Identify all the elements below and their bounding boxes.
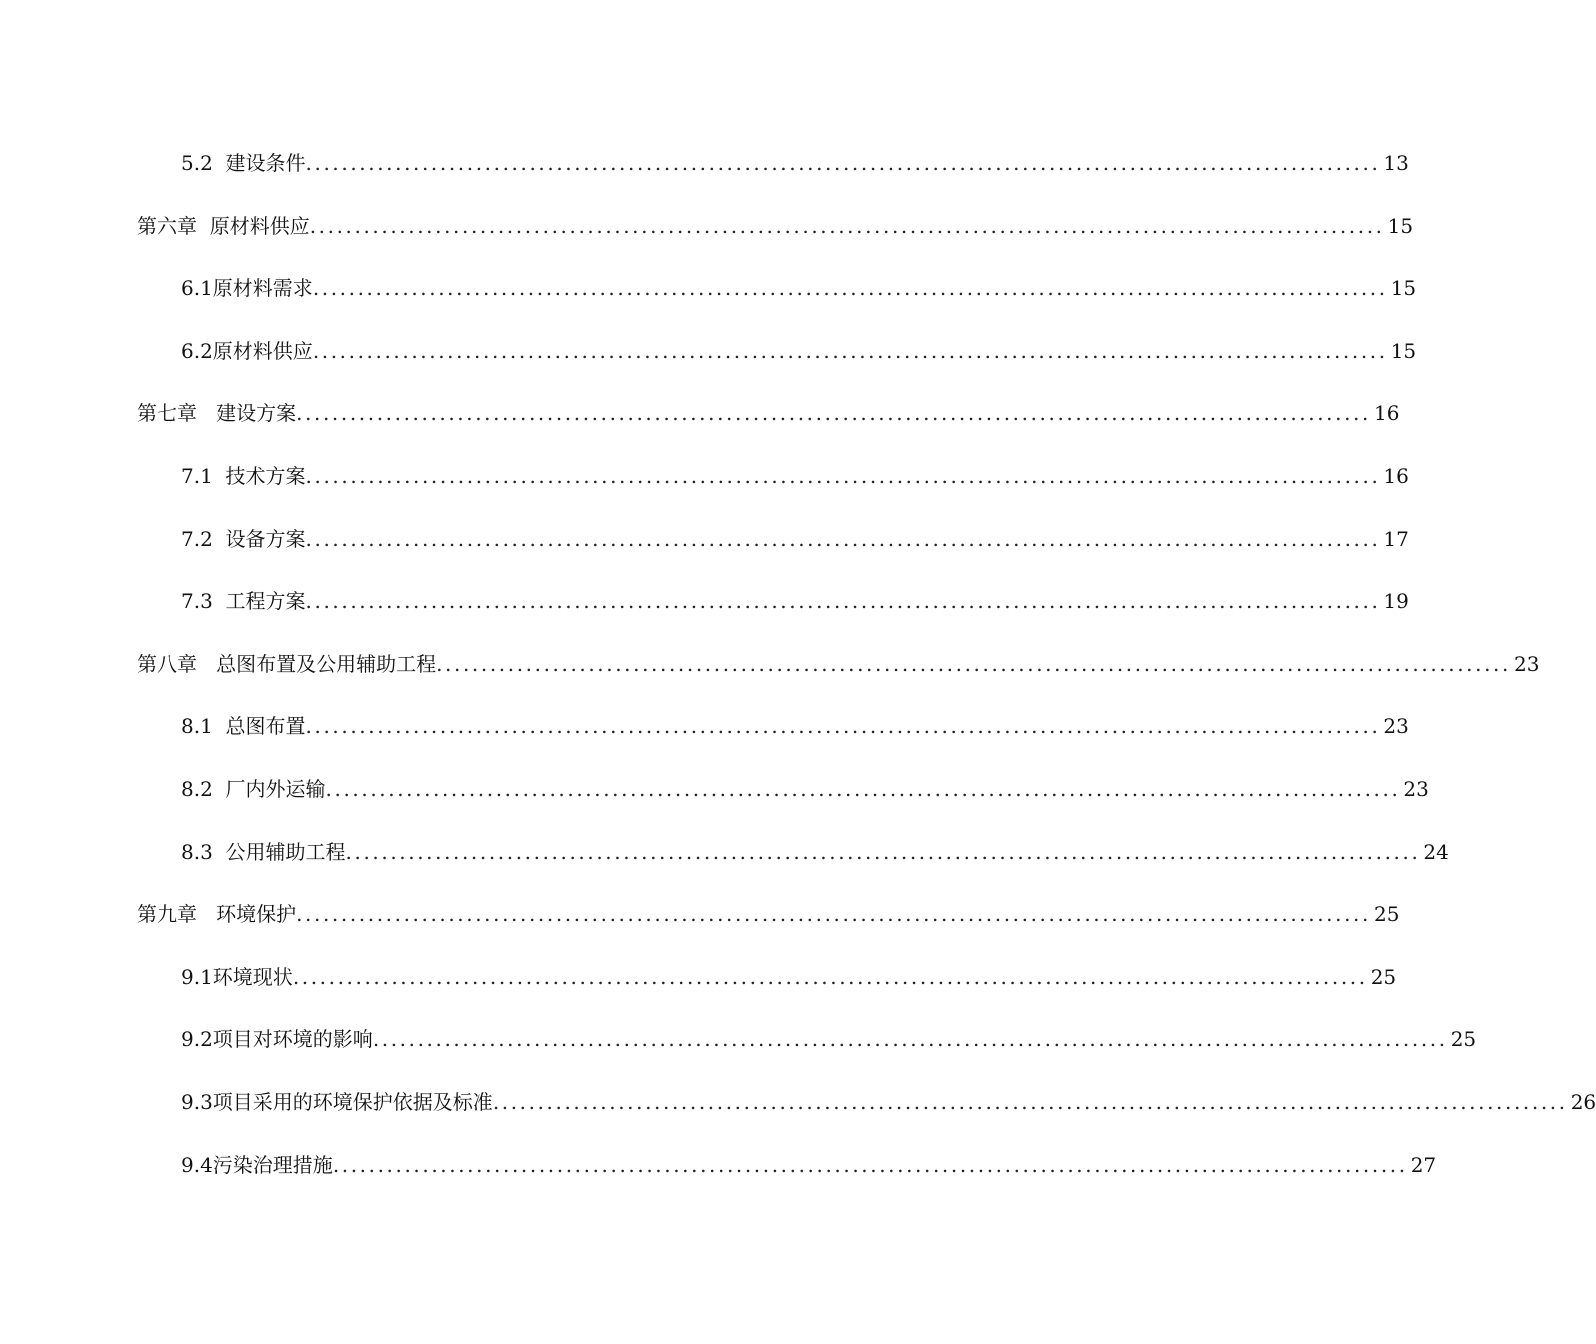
toc-entry-6-2[interactable] (0, 328, 1417, 391)
toc-dot-leader: ........................................................................................................................ (305, 589, 1381, 614)
toc-page-number: 15 (1390, 276, 1417, 301)
toc-page-number: 27 (1410, 1152, 1437, 1177)
toc-entry-label: 7.3 工程方案 (181, 589, 306, 614)
toc-entry-8-2[interactable] (0, 766, 1429, 829)
toc-dot-leader: ........................................................................................................................ (305, 463, 1381, 488)
toc-entry-label: 第九章 环境保护 (137, 902, 297, 927)
toc-dot-leader: ........................................................................................................................ (345, 839, 1421, 864)
toc-entry-chapter-7[interactable] (0, 390, 1400, 453)
toc-dot-leader: ........................................................................................................................ (436, 651, 1511, 676)
toc-entry-label: 8.2 厂内外运输 (181, 776, 326, 801)
toc-entry-label: 8.3 公用辅助工程 (181, 839, 346, 864)
toc-dot-leader: ........................................................................................................................ (325, 776, 1401, 801)
toc-entry-8-1[interactable] (0, 703, 1409, 766)
toc-page-number: 16 (1373, 401, 1400, 426)
toc-entry-label: 7.1 技术方案 (181, 463, 306, 488)
toc-entry-label: 9.3项目采用的环境保护依据及标准 (181, 1089, 493, 1114)
toc-entry-label: 9.2项目对环境的影响 (181, 1027, 373, 1052)
toc-page-number: 16 (1383, 463, 1409, 488)
toc-page-number: 25 (1370, 964, 1397, 989)
toc-page-number: 25 (1373, 902, 1400, 927)
toc-page-number: 23 (1383, 714, 1409, 739)
toc-entry-label: 第七章 建设方案 (137, 401, 297, 426)
toc-dot-leader: ........................................................................................................................ (332, 1152, 1408, 1177)
toc-dot-leader: ........................................................................................................................ (305, 714, 1381, 739)
toc-page-number: 26 (1570, 1089, 1596, 1114)
toc-page-number: 24 (1423, 839, 1449, 864)
toc-entry-label: 5.2 建设条件 (181, 151, 306, 175)
toc-entry-9-3[interactable] (0, 1079, 1596, 1142)
toc-dot-leader: ........................................................................................................................ (305, 151, 1381, 175)
toc-entry-9-1[interactable] (0, 954, 1397, 1017)
table-of-contents (0, 140, 1596, 1204)
toc-entry-9-4[interactable] (0, 1142, 1437, 1205)
toc-page-number: 23 (1513, 651, 1540, 676)
toc-dot-leader: ........................................................................................................................ (312, 276, 1388, 301)
toc-page-number: 23 (1403, 776, 1429, 801)
toc-dot-leader: ........................................................................................................................ (296, 902, 1371, 927)
toc-entry-label: 8.1 总图布置 (181, 714, 306, 739)
toc-dot-leader: ........................................................................................................................ (305, 526, 1381, 551)
toc-dot-leader: ........................................................................................................................ (312, 338, 1388, 363)
toc-dot-leader: ........................................................................................................................ (309, 213, 1385, 238)
toc-entry-label: 第八章 总图布置及公用辅助工程 (137, 651, 437, 676)
toc-entry-label: 第六章 原材料供应 (137, 213, 310, 238)
toc-page-number: 19 (1383, 589, 1409, 614)
toc-entry-chapter-6[interactable] (0, 203, 1414, 266)
toc-entry-label: 7.2 设备方案 (181, 526, 306, 551)
toc-entry-chapter-8[interactable] (0, 641, 1540, 704)
toc-entry-7-1[interactable] (0, 453, 1409, 516)
toc-page-number: 13 (1383, 151, 1409, 175)
toc-entry-9-2[interactable] (0, 1016, 1477, 1079)
toc-entry-label: 6.2原材料供应 (181, 338, 313, 363)
toc-entry-label: 9.1环境现状 (181, 964, 293, 989)
toc-page-number: 15 (1387, 213, 1414, 238)
toc-dot-leader: ........................................................................................................................ (296, 401, 1371, 426)
toc-entry-6-1[interactable] (0, 265, 1417, 328)
toc-dot-leader: ........................................................................................................................ (372, 1027, 1448, 1052)
toc-entry-8-3[interactable] (0, 829, 1449, 892)
toc-entry-label: 6.1原材料需求 (181, 276, 313, 301)
toc-entry-label: 9.4污染治理措施 (181, 1152, 333, 1177)
toc-entry-7-3[interactable] (0, 578, 1409, 641)
toc-entry-5-2[interactable] (0, 140, 1409, 203)
toc-dot-leader: ........................................................................................................................ (492, 1089, 1568, 1114)
toc-page-number: 15 (1390, 338, 1417, 363)
toc-entry-chapter-9[interactable] (0, 891, 1400, 954)
toc-page-number: 25 (1450, 1027, 1477, 1052)
toc-page-number: 17 (1383, 526, 1409, 551)
toc-entry-7-2[interactable] (0, 516, 1409, 579)
toc-dot-leader: ........................................................................................................................ (292, 964, 1368, 989)
